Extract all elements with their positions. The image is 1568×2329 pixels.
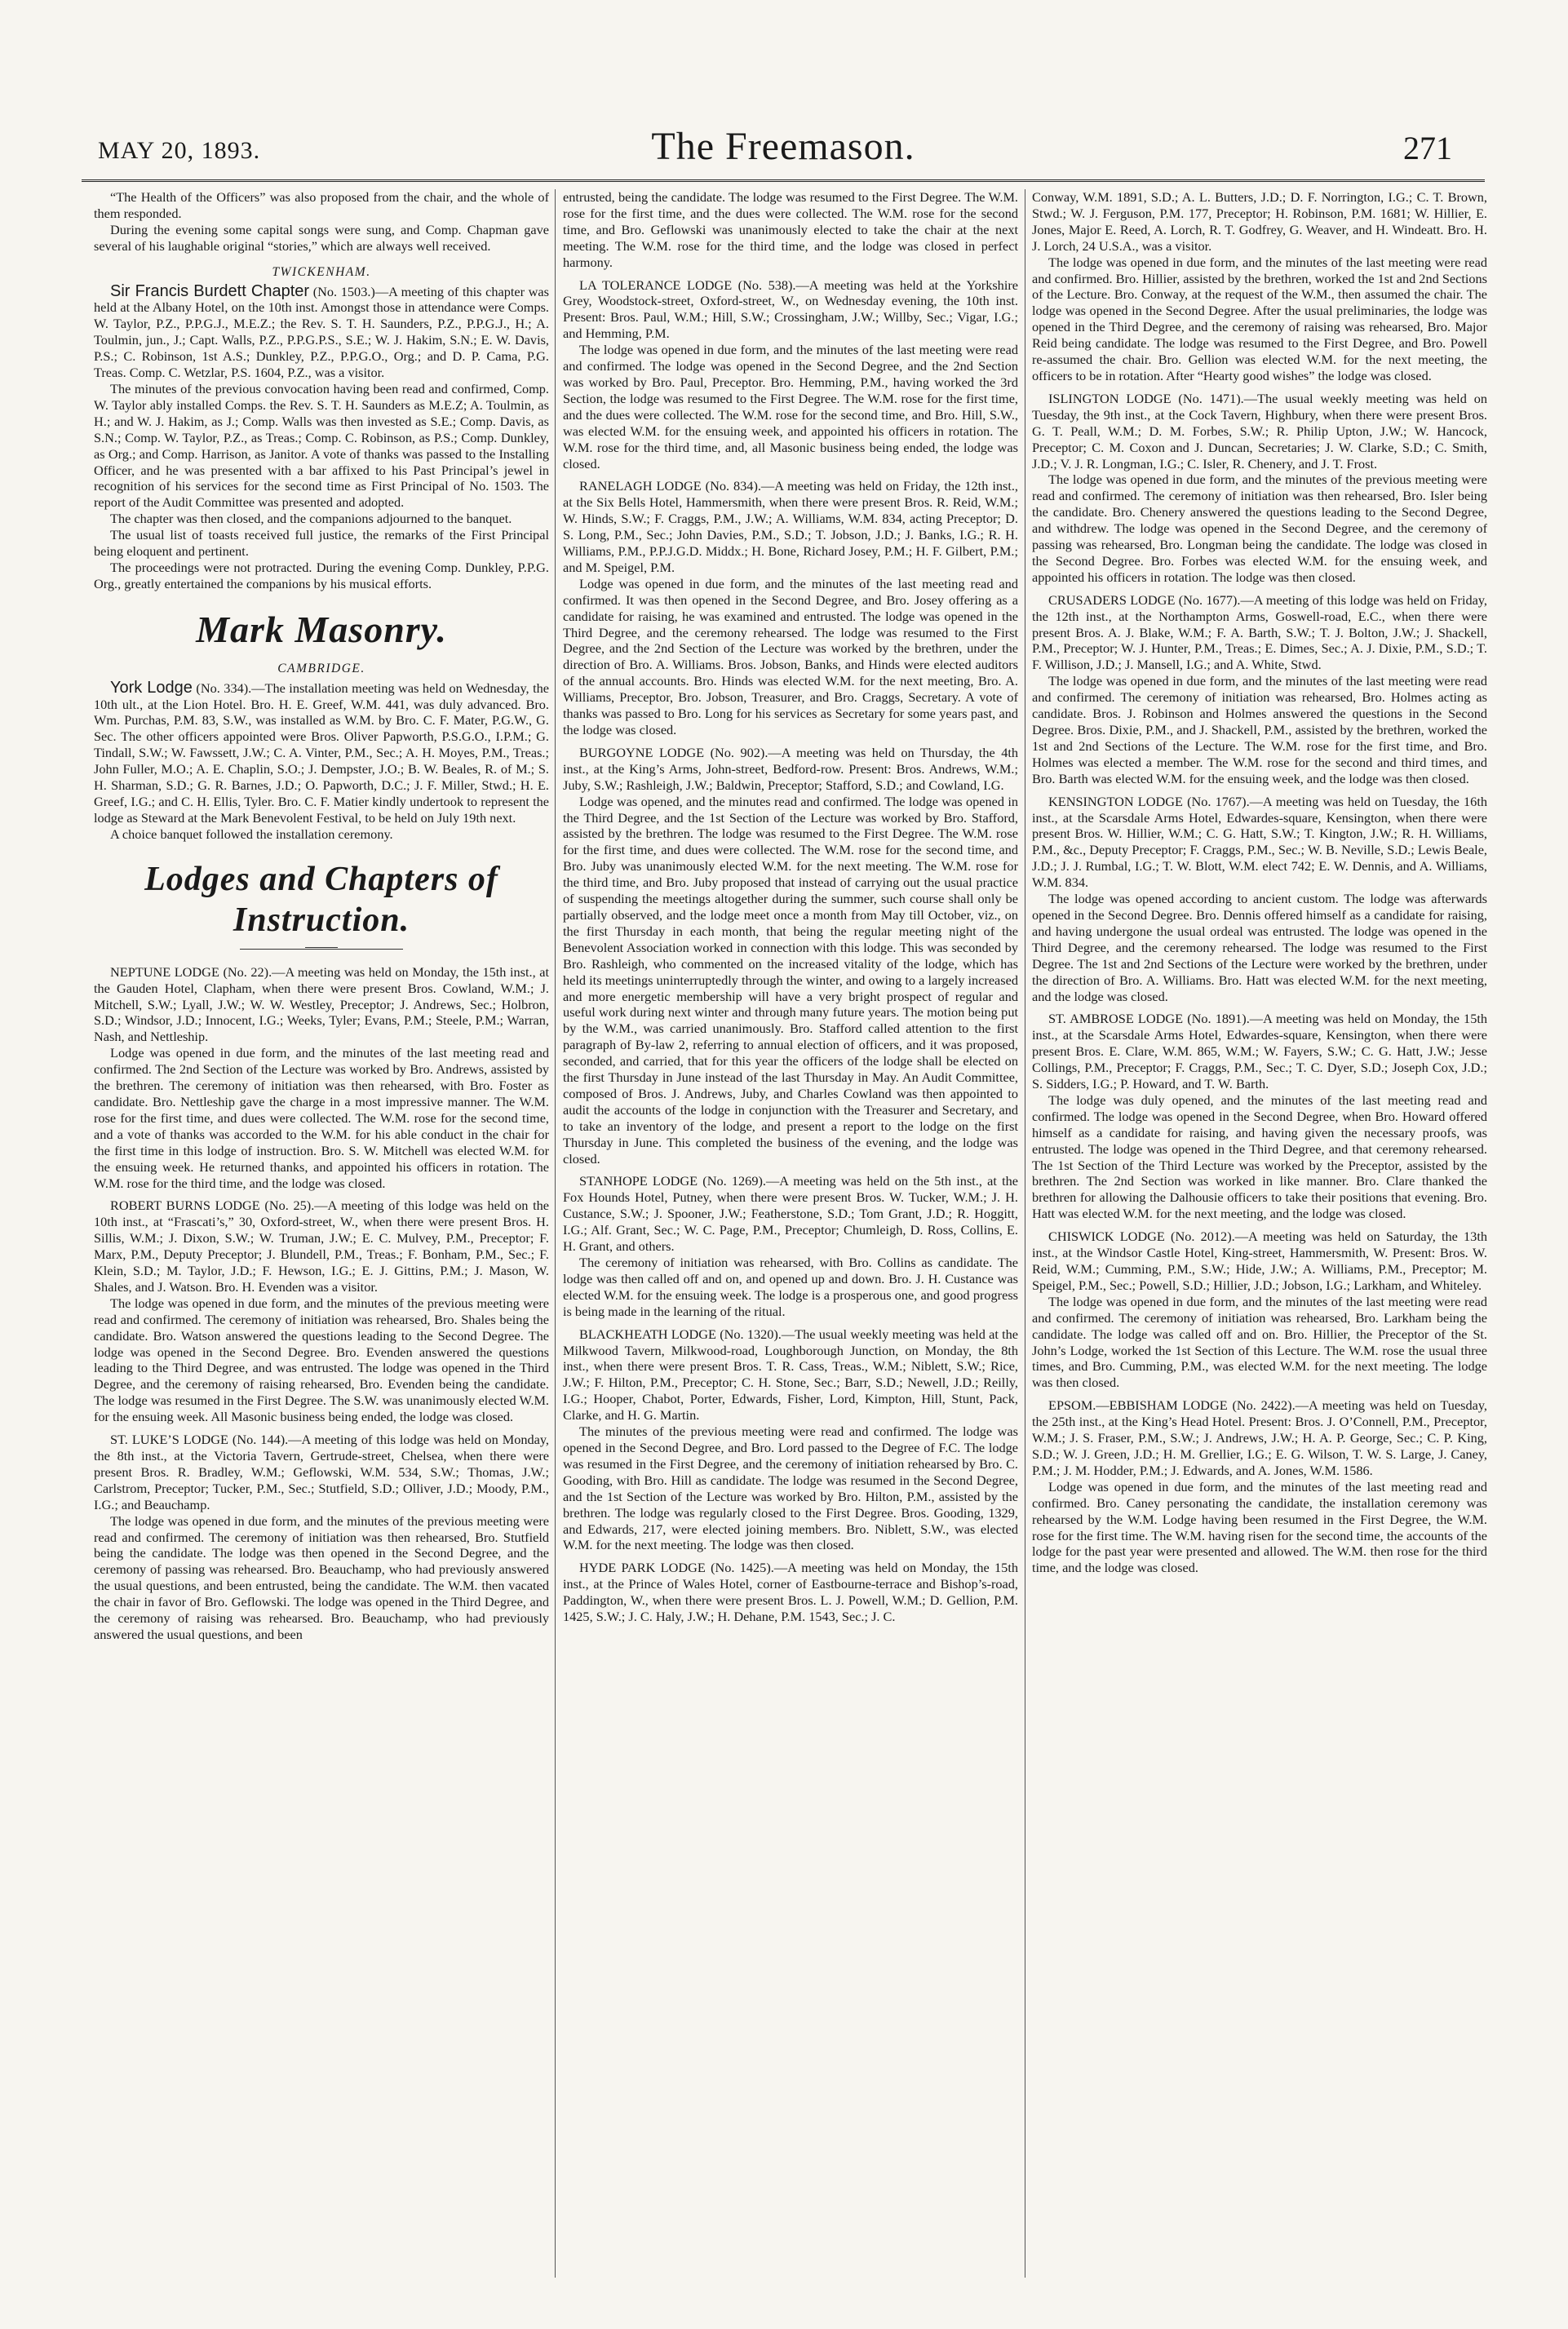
column-2	[563, 189, 1018, 2302]
paragraph: The minutes of the previous convocation having been read and confirmed, Comp. W. Taylor ably installed Comps. the Rev. S. T. H. Saunders as M.E.Z; A. Toulmin, as H.; and W. J. Hakim, as J.; Comp. Walls was then invested as S.E.; Comp. Davis, as S.N.; Comp. W. Taylor, P.Z., as Treas.; Comp. C. Robinson, as P.S.; Comp. Dunkley, as Org.; and Comp. Harrison, as Janitor. A vote of thanks was passed to the Installing Officer, and he was presented with a bar affixed to his Past Principal’s jewel in recognition of his services for the second time as First Principal of No. 1503. The report of the Audit Committee was presented and adopted.	[94, 380, 549, 511]
place-heading: CAMBRIDGE.	[277, 661, 365, 675]
burdett-chapter-report	[94, 281, 549, 381]
paragraph: The minutes of the previous meeting were read and confirmed. The lodge was opened in the Second Degree, and Bro. Lord passed to the Degree of F.C. The lodge was resumed in the First Degree, and the ceremony of initiation rehearsed by Bro. C. Gooding, with Bro. Hill as candidate. The lodge was resumed in the Second Degree, and the 1st Section of the Lecture was worked by Bro. Hilton, P.M., assisted by the brethren. The lodge was regularly closed to the First Degree. Bros. Gooding, 1329, and Edwards, 217, were elected joining members. Bro. Niblett, S.W., was elected W.M. for the next meeting. The lodge was then closed.	[563, 1424, 1018, 1553]
publication-title: The Freemason.	[651, 125, 915, 168]
issue-date: MAY 20, 1893.	[98, 137, 261, 164]
heading-line: Lodges and Chapters of	[144, 860, 498, 898]
paragraph: The lodge was opened in due form, and the minutes of the last meeting were read and confirmed. The ceremony of initiation was rehearsed, Bro. Larkham being the candidate. The lodge was called off and on. Bro. Hillier, the Preceptor of the St. John’s Lodge, worked the 1st Section of this Lecture. The W.M. rose the usual three times, and Bro. Cumming, P.M., was elected W.M. for the next meeting. The lodge was then closed.	[1032, 1293, 1487, 1391]
paragraph: EPSOM.—EBBISHAM LODGE (No. 2422).—A meeting was held on Tuesday, the 25th inst., at the King’s Head Hotel. Present: Bros. J. O’Connell, P.M., Preceptor, W.M.; J. S. Fraser, P.M., S.W.; J. Andrews, J.W.; H. A. P. George, Sec.; C. P. King, S.D.; W. J. Green, J.D.; H. M. Grellier, I.G.; E. G. Wilson, T. W. S. Large, J. Caney, P.M.; J. M. Hodder, P.M.; J. Edwards, and A. Jones, W.M. 1586.	[1032, 1397, 1487, 1478]
heading-line: Instruction.	[233, 901, 410, 939]
paragraph: NEPTUNE LODGE (No. 22).—A meeting was held on Monday, the 15th inst., at the Gauden Hotel, Clapham, when there were present Bros. Cowland, W.M.; J. Mitchell, S.W.; Lyall, J.W.; W. W. Westley, Preceptor; J. Andrews, Sec.; Holbron, S.D.; Windsor, J.D.; Innocent, I.G.; Weeks, Tyler; Evans, P.M.; Steele, P.M.; Warran, Nash, and Nettleship.	[94, 963, 549, 1045]
paragraph: CRUSADERS LODGE (No. 1677).—A meeting of this lodge was held on Friday, the 12th inst., at the Northampton Arms, Goswell-road, E.C., when there were present Bros. A. J. Blake, W.M.; F. A. Barth, S.W.; T. J. Bolton, J.W.; J. Shackell, P.M., Preceptor; W. J. Hunter, P.M., Treas.; E. Dimes, Sec.; A. J. Dixie, P.M., S.D.; T. F. Willison, J.D.; J. Mansell, I.G.; and A. White, Stwd.	[1032, 591, 1487, 673]
paragraph: LA TOLERANCE LODGE (No. 538).—A meeting was held at the Yorkshire Grey, Woodstock-street, Oxford-street, W., on Wednesday evening, the 10th inst. Present: Bros. Paul, W.M.; Hill, S.W.; Crossingham, J.W.; Willby, Sec.; Vigar, I.G.; and Hemming, P.M.	[563, 277, 1018, 342]
place-heading: TWICKENHAM.	[272, 264, 371, 279]
paragraph: The lodge was opened in due form, and the minutes of the last meeting were read and confirmed. Bro. Hillier, assisted by the brethren, worked the 1st and 2nd Sections of the Lecture. Bro. Conway, at the request of the W.M., then assumed the chair. The lodge was opened in the Second Degree. After the usual preliminaries, the lodge was opened in the Third Degree, and the ceremony of raising was rehearsed, Bro. Major Reid being candidate. The lodge was resumed to the First Degree, and Bro. Powell re-assumed the chair. Bro. Gellion was elected W.M. for the next meeting, the officers to be in rotation. After “Hearty good wishes” the lodge was closed.	[1032, 254, 1487, 383]
page-number: 271	[1403, 130, 1452, 166]
paragraph: The ceremony of initiation was rehearsed, with Bro. Collins as candidate. The lodge was then called off and on, and opened up and down. Bro. J. H. Custance was elected W.M. for the ensuing week. The lodge is a prosperous one, and good progress is being made in the learning of the ritual.	[563, 1255, 1018, 1319]
masthead	[82, 122, 1485, 179]
paragraph: The lodge was opened according to ancient custom. The lodge was afterwards opened in the Second Degree. Bro. Dennis offered himself as a candidate for raising, and having undergone the usual ordeal was entrusted. The lodge was opened in the Third Degree, and the ceremony rehearsed. The lodge was resumed to the First Degree. The 1st and 2nd Sections of the Lecture were worked by the brethren, under the direction of Bro. A. Williams. Bro. Hatt was elected W.M. for the next meeting, and the lodge was closed.	[1032, 891, 1487, 1004]
paragraph: entrusted, being the candidate. The lodge was resumed to the First Degree. The W.M. rose for the first time, and the dues were collected. The W.M. rose for the second time, and Bro. Geflowski was unanimously elected to take the chair at the next meeting. The W.M. rose for the third time, and the lodge was closed in perfect harmony.	[563, 189, 1018, 270]
paragraph: Lodge was opened in due form, and the minutes of the last meeting read and confirmed. The 2nd Section of the Lecture was worked by Bro. Andrews, assisted by the brethren. The ceremony of initiation was then rehearsed, with Bro. Foster as candidate. Bro. Nettleship gave the charge in a most impressive manner. The W.M. rose for the first time, and dues were collected. The W.M. rose for the second time, and a vote of thanks was accorded to the W.M. for his able conduct in the chair for the first time in this lodge of instruction. Bro. S. W. Mitchell was elected W.M. for the ensuing week. He returned thanks, and appointed his officers in rotation. The W.M. rose for the third time, and the lodge was closed.	[94, 1045, 549, 1191]
paragraph: The lodge was opened in due form, and the minutes of the last meeting were read and confirmed. The lodge was opened in the Second Degree, and the 2nd Section was worked by Bro. Paul, Preceptor. Bro. Hemming, P.M., having worked the 3rd Section, the lodge was resumed to the First Degree. The W.M. rose for the first time, and the dues were collected. The W.M. rose for the second time, and Bro. Hill, S.W., was elected W.M. for the ensuing week, and appointed his officers in rotation. The W.M. rose for the third time, and, all Masonic business being ended, the lodge was closed.	[563, 342, 1018, 472]
paragraph: Lodge was opened in due form, and the minutes of the last meeting read and confirmed. It was then opened in the Second Degree, and Bro. Josey offering as a candidate for raising, he was examined and entrusted. The lodge was opened in the Third Degree, and the ceremony rehearsed. The lodge was resumed to the First Degree, and the 2nd Section of the Lecture was worked by the brethren, under the direction of Bro. A. Williams. Bros. Jobson, Banks, and Hinds were elected auditors of the annual accounts. Bro. Hinds was elected W.M. for the next meeting, Bro. A. Williams, Preceptor, Bro. Jobson, Treasurer, and Bro. Craggs, Secretary. A vote of thanks was passed to Bro. Long for his services as Secretary for some years past, and the lodge was closed.	[563, 575, 1018, 737]
column-3	[1032, 189, 1487, 2302]
paragraph: A choice banquet followed the installation ceremony.	[110, 826, 393, 842]
paragraph: STANHOPE LODGE (No. 1269).—A meeting was held on the 5th inst., at the Fox Hounds Hotel, Putney, when there were present Bros. W. Tucker, W.M.; J. H. Custance, S.W.; J. Spooner, J.W.; Featherstone, S.D.; Tom Grant, J.D.; R. Hoggitt, I.G.; Alf. Grant, Sec.; W. C. Page, P.M., Preceptor; Chumleigh, D. Ross, Collins, E. H. Grant, and others.	[563, 1173, 1018, 1255]
paragraph: The usual list of toasts received full justice, the remarks of the First Principal being eloquent and pertinent.	[94, 527, 549, 560]
column-1	[94, 189, 549, 2302]
column-divider	[555, 189, 556, 2278]
chapter-title: Sir Francis Burdett Chapter	[110, 281, 310, 300]
paragraph: During the evening some capital songs were sung, and Comp. Chapman gave several of his laughable original “stories,” which are always well received.	[94, 221, 549, 254]
paragraph: RANELAGH LODGE (No. 834).—A meeting was held on Friday, the 12th inst., at the Six Bells Hotel, Hammersmith, when there were present Bros. R. Reid, W.M.; W. Hinds, S.W.; F. Craggs, P.M., J.W.; A. Williams, W.M. 834, acting Preceptor; D. S. Long, P.M., Sec.; John Davies, P.M., S.D.; T. Jobson, J.D.; J. Banks, I.G.; R. H. Williams, P.M., P.P.J.G.D. Middx.; H. Bone, Richard Josey, P.M.; H. F. Gilbert, P.M.; and M. Speigel, P.M.	[563, 478, 1018, 575]
paragraph: HYDE PARK LODGE (No. 1425).—A meeting was held on Monday, the 15th inst., at the Prince of Wales Hotel, corner of Eastbourne-terrace and Bishop’s-road, Paddington, W., when there were present Bros. L. J. Powell, W.M.; D. Gellion, P.M. 1425, S.W.; J. C. Haly, J.W.; H. Dehane, P.M. 1543, Sec.; J. C.	[563, 1560, 1018, 1625]
lodge-title: York Lodge	[110, 678, 193, 697]
section-heading-mark-masonry: Mark Masonry.	[196, 608, 447, 650]
paragraph: The lodge was opened in due form, and the minutes of the previous meeting were read and confirmed. The ceremony of initiation was then rehearsed, Bro. Stutfield being the candidate. The lodge was then opened in the Second Degree, and the ceremony of passing was rehearsed. Bro. Beauchamp, who had previously answered the usual questions, and been entrusted, being the candidate. The W.M. then vacated the chair in favor of Bro. Geflowski. The lodge was opened in the Third Degree, and the ceremony of raising was rehearsed. Bro. Beauchamp, who had previously answered the usual questions, and been	[94, 1512, 549, 1642]
paragraph: ST. LUKE’S LODGE (No. 144).—A meeting of this lodge was held on Monday, the 8th inst., at the Victoria Tavern, Gertrude-street, Chelsea, when there were present Bros. R. Bradley, W.M.; Geflowski, W.M. 534, S.W.; Thomas, J.W.; Carlstrom, Preceptor; Tucker, P.M., Sec.; Stutfield, S.D.; Olliver, J.D.; Moody, P.M., I.G.; and Beauchamp.	[94, 1432, 549, 1512]
section-heading-instruction	[94, 859, 549, 941]
paragraph: ST. AMBROSE LODGE (No. 1891).—A meeting was held on Monday, the 15th inst., at the Scarsdale Arms Hotel, Edwardes-square, Kensington, when there were present Bros. E. Clare, W.M. 865, W.M.; W. Fayers, S.W.; C. G. Hatt, J.W.; Jesse Collings, P.M., Preceptor; F. Craggs, P.M., Sec.; T. C. Dyer, S.D.; Joseph Cox, J.D.; S. Sidders, I.G.; P. Howard, and T. W. Barth.	[1032, 1011, 1487, 1092]
paragraph: CHISWICK LODGE (No. 2012).—A meeting was held on Saturday, the 13th inst., at the Windsor Castle Hotel, King-street, Hammersmith, W. Present: Bros. W. Reid, W.M.; Cumming, P.M., S.W.; Hide, J.W.; A. Williams, P.M., Preceptor; M. Speigel, P.M., Sec.; Powell, S.D.; Hillier, J.D.; Jobson, I.G.; Larkham, and Whiteley.	[1032, 1229, 1487, 1293]
masthead-rule	[82, 179, 1485, 185]
paragraph: ROBERT BURNS LODGE (No. 25).—A meeting of this lodge was held on the 10th inst., at “Frascati’s,” 30, Oxford-street, W., when there were present Bros. H. Sillis, W.M.; J. Dixon, S.W.; W. Truman, J.W.; E. C. Mulvey, P.M., Preceptor; F. Marx, P.M., Deputy Preceptor; J. Blundell, P.M., Treas.; F. Bonham, P.M., Sec.; F. Klein, S.D.; M. Taylor, J.D.; F. Hewson, I.G.; E. J. Gittins, P.M.; J. Mason, W. Shales, and J. Watson. Bro. H. Evenden was a visitor.	[94, 1198, 549, 1295]
paragraph: Lodge was opened, and the minutes read and confirmed. The lodge was opened in the Third Degree, and the 1st Section of the Lecture was worked by Bro. Stafford, assisted by the brethren. The lodge was resumed to the First Degree. The W.M. rose for the first time, and dues were collected. The W.M. rose for the second time, and Bro. Juby was unanimously elected W.M. for the next meeting. The W.M. rose for the third time, and Bro. Juby proposed that instead of carrying out the usual practice of suspending the meetings altogether during the summer, such course shall only be partially observed, and the lodge meet once a month from May till October, viz., on the first Thursday in each month, that being the regular meeting night of the Benevolent Association worked in connection with this lodge. This was seconded by Bro. Rashleigh, who commented on the increased vitality of the lodge, which has held its meetings uninterruptedly through the winter, and owing to a largely increased and more energetic membership will have a very bright prospect of regular and useful work during next winter and through many future years. The motion being put by the W.M., was carried unanimously. Bro. Stafford called attention to the first paragraph of By-law 2, referring to annual election of officers, and it was proposed, seconded, and carried, that for this year the officers of the lodge shall be elected on the first Thursday in June instead of the last Thursday in May. An Audit Committee, composed of Bros. J. Andrews, Juby, and Charles Cowland was then appointed to audit the accounts of the lodge in conjunction with the Treasurer and Secretary, and to take an inventory of the lodge, and present a report to the lodge on the first Thursday in June. This completed the business of the evening, and the lodge was closed.	[563, 793, 1018, 1167]
paragraph: “The Health of the Officers” was also proposed from the chair, and the whole of them responded.	[94, 189, 549, 221]
paragraph: The lodge was opened in due form, and the minutes of the last meeting were read and confirmed. The ceremony of initiation was rehearsed, Bro. Holmes acting as candidate. Bros. J. Robinson and Holmes answered the questions in the Second Degree. Bros. Dixie, P.M., and J. Shackell, P.M., assisted by the brethren, worked the 1st and 2nd Sections of the Lecture. The W.M. rose for the first time, and Bro. Holmes was elected a member. The W.M. rose for the second and third times, and Bro. Barth was elected W.M. for the ensuing week, and the lodge was then closed.	[1032, 673, 1487, 786]
paragraph: The chapter was then closed, and the companions adjourned to the banquet.	[110, 511, 512, 527]
paragraph-text: (No. 1503.)—A meeting of this chapter was held at the Albany Hotel, on the 10th inst. Amongst those in attendance were Comps. W. Taylor, P.Z., P.P.G.J., M.E.Z.; the Rev. S. T. H. Saunders, P.Z., P.P.G.J., H.; A. Toulmin, jun., J.; Capt. Walls, P.Z., P.P.G.P.S., S.E.; W. J. Hakim, S.N.; E. W. Davis, P.S.; C. Robinson, 1st A.S.; Dunkley, P.Z., P.P.G.O., Org.; and D. P. Cama, P.G. Treas. Comp. C. Wetzlar, P.S. 1604, P.Z., was a visitor.	[94, 283, 549, 381]
paragraph: The proceedings were not protracted. During the evening Comp. Dunkley, P.P.G. Org., greatly entertained the companions by his musical efforts.	[94, 559, 549, 591]
paragraph-text: (No. 334).—The installation meeting was held on Wednesday, the 10th ult., at the Lion Hotel. Bro. H. E. Greef, W.M. 441, was duly advanced. Bro. Wm. Purchas, P.M. 83, S.W., was installed as W.M. by Bro. C. F. Mater, P.G.W., G. Sec. The other officers appointed were Bros. Oliver Papworth, P.S.G.O., I.P.M.; G. Tindall, S.W.; W. Fawssett, J.W.; C. A. Vinter, P.M., Sec.; A. H. Moyes, P.M., Treas.; John Fuller, M.O.; A. E. Chaplin, S.O.; J. Dempster, J.O.; B. W. Beales, R. of M.; S. H. Sharman, S.D.; G. R. Barnes, J.D.; O. Papworth, D.C.; J. F. Miller, Stwd.; H. E. Greef, I.G.; and C. H. Ellis, Tyler. Bro. C. F. Matier kindly undertook to represent the lodge as Steward at the Mark Benevolent Festival, to be held on July 19th next.	[94, 680, 549, 826]
paragraph: KENSINGTON LODGE (No. 1767).—A meeting was held on Tuesday, the 16th inst., at the Scarsdale Arms Hotel, Edwardes-square, Kensington, when there were present Bros. W. Hillier, W.M.; C. G. Hatt, S.W.; T. Kington, J.W.; R. H. Williams, P.M., &c., Deputy Preceptor; F. Craggs, P.M., Sec.; W. B. Neville, S.D.; Lewis Beale, J.D.; J. J. Rumbal, I.G.; T. W. Blott, W.M. elect 742; E. W. Dennis, and A. Williams, W.M. 834.	[1032, 793, 1487, 891]
york-lodge-report	[94, 680, 549, 826]
paragraph: Conway, W.M. 1891, S.D.; A. L. Butters, J.D.; D. F. Norrington, I.G.; C. T. Brown, Stwd.; W. J. Ferguson, P.M. 177, Preceptor; H. Robinson, P.M. 1681; W. Hillier, E. Jones, Major E. Reed, A. Lorch, R. T. Godfrey, G. Weaver, and H. Windeatt. Bro. H. J. Lorch, 24 U.S.A., was a visitor.	[1032, 189, 1487, 254]
paragraph: Lodge was opened in due form, and the minutes of the last meeting read and confirmed. Bro. Caney personating the candidate, the installation ceremony was rehearsed by the W.M. Lodge having been resumed in the First Degree, the W.M. rose for the first time. The W.M. having risen for the second time, the accounts of the lodge for the past year were presented and allowed. The W.M. then rose for the third time, and the lodge was closed.	[1032, 1478, 1487, 1576]
paragraph: ISLINGTON LODGE (No. 1471).—The usual weekly meeting was held on Tuesday, the 9th inst., at the Cock Tavern, Highbury, when there were present Bros. G. T. Peall, W.M.; D. M. Forbes, S.W.; R. Philip Upton, J.W.; W. Hancock, Preceptor; C. M. Coxon and J. Duncan, Secretaries; J. W. Clarke, S.D.; C. Smith, J.D.; V. J. R. Longman, I.G.; C. Isler, R. Chenery, and J. T. Frost.	[1032, 390, 1487, 472]
paragraph: The lodge was opened in due form, and the minutes of the previous meeting were read and confirmed. The ceremony of initiation was then rehearsed, Bro. Isler being the candidate. Bro. Chenery answered the questions leading to the Second Degree, and withdrew. The lodge was opened in the Second Degree, and the ceremony of passing was rehearsed, Bro. Longman being the candidate. The lodge was closed in the Second Degree. Bro. Forbes was elected W.M. for the ensuing week, and appointed his officers in rotation. The lodge was then closed.	[1032, 472, 1487, 585]
ornamental-rule	[240, 949, 403, 950]
paragraph: BLACKHEATH LODGE (No. 1320).—The usual weekly meeting was held at the Milkwood Tavern, Milkwood-road, Loughborough Junction, on Monday, the 8th inst., when there were present Bros. T. R. Cass, Treas., W.M.; Niblett, S.W.; Rice, J.W.; F. Hilton, P.M., Preceptor; C. H. Stone, Sec.; Barr, S.D.; Newell, J.D.; Reilly, I.G.; Hooper, Chabot, Porter, Edwards, Fisher, Lord, Kimpton, Hill, Stunt, Pack, Clarke, and H. G. Martin.	[563, 1326, 1018, 1424]
paragraph: The lodge was opened in due form, and the minutes of the previous meeting were read and confirmed. The ceremony of initiation was rehearsed, Bro. Shales being the candidate. Bro. Watson answered the questions leading to the Second Degree. The lodge was opened in the Second Degree. Bro. Evenden answered the questions leading to the Third Degree, and was entrusted. The lodge was opened in the Third Degree, and the ceremony of raising rehearsed, Bro. Evenden being the candidate. The lodge was resumed in the First Degree. The S.W. was unanimously elected W.M. for the ensuing week. All Masonic business being ended, the lodge was closed.	[94, 1295, 549, 1425]
paragraph: The lodge was duly opened, and the minutes of the last meeting read and confirmed. The lodge was opened in the Second Degree, when Bro. Howard offered himself as a candidate for raising, and having given the necessary proofs, was entrusted. The lodge was opened in the Third Degree, and that ceremony rehearsed. The 1st Section of the Third Lecture was worked by the Preceptor, assisted by the brethren. The 2nd Section was worked in like manner. Bro. Clare thanked the brethren for allowing the Dalhousie officers to take their positions that evening. Bro. Hatt was elected W.M. for the next meeting, and the lodge was closed.	[1032, 1091, 1487, 1222]
paragraph: BURGOYNE LODGE (No. 902).—A meeting was held on Thursday, the 4th inst., at the King’s Arms, John-street, Bedford-row. Present: Bros. Andrews, W.M.; Juby, S.W.; Rashleigh, J.W.; Baldwin, Preceptor; Stafford, S.D.; and Cowland, I.G.	[563, 744, 1018, 793]
